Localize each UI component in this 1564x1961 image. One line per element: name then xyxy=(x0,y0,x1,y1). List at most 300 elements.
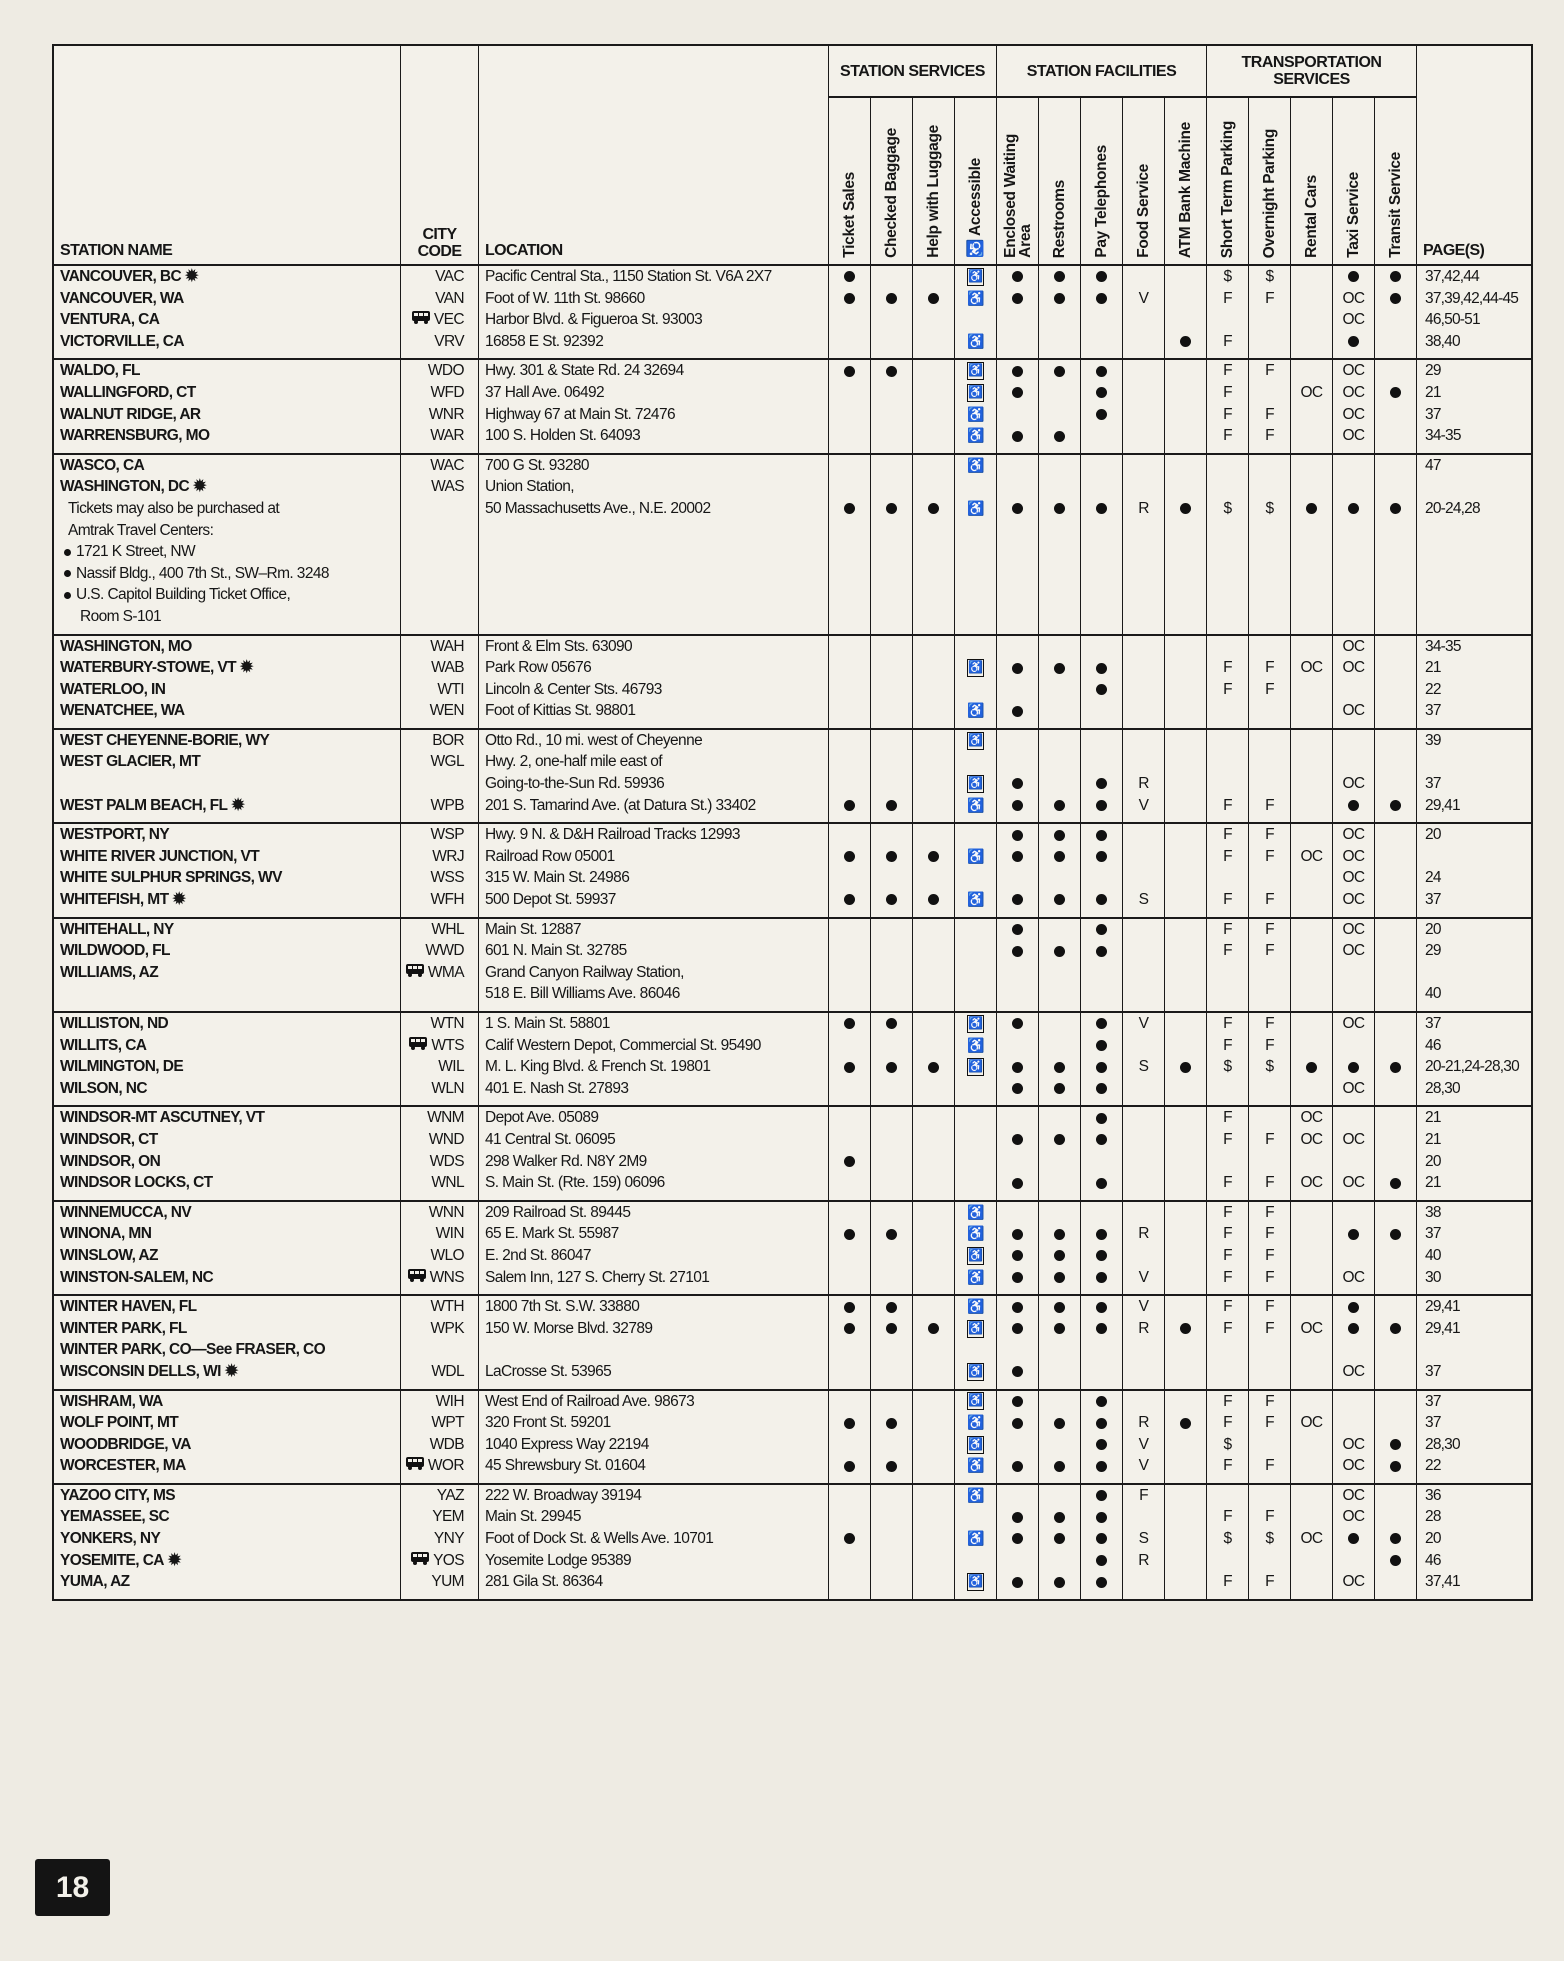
table-row xyxy=(54,986,1531,1008)
header-column-label: Transit Service xyxy=(1387,152,1404,258)
service-cell: OC xyxy=(1333,700,1375,728)
available-dot-icon xyxy=(844,1018,855,1029)
service-cell: R xyxy=(1123,498,1165,526)
service-cell: F xyxy=(1249,1013,1291,1041)
available-dot-icon xyxy=(1390,1323,1401,1334)
service-cell xyxy=(1123,1361,1165,1389)
page-reference: 20 xyxy=(1425,1530,1441,1548)
service-cell xyxy=(1375,1172,1417,1200)
available-dot-icon xyxy=(1054,663,1065,674)
station-location: 100 S. Holden St. 64093 xyxy=(479,425,829,453)
header-column xyxy=(1333,98,1375,264)
station-location: Harbor Blvd. & Figueroa St. 93003 xyxy=(479,309,829,337)
available-dot-icon xyxy=(844,1302,855,1313)
available-dot-icon xyxy=(928,894,939,905)
service-cell: F xyxy=(1207,288,1249,316)
service-cell xyxy=(1039,795,1081,823)
available-dot-icon xyxy=(1180,1062,1191,1073)
city-code-text: WAS xyxy=(431,478,464,496)
service-cell xyxy=(1291,1455,1333,1483)
station-location: 50 Massachusetts Ave., N.E. 20002 xyxy=(479,498,829,526)
service-cell: F xyxy=(1207,657,1249,685)
header-column xyxy=(955,98,997,264)
station-location: Park Row 05676 xyxy=(479,657,829,685)
available-dot-icon xyxy=(1054,1533,1065,1544)
page-reference: 37,39,42,44-45 xyxy=(1425,289,1519,307)
station-location: 700 G St. 93280 xyxy=(479,455,829,483)
header-column xyxy=(913,98,955,264)
service-cell: F xyxy=(1207,1267,1249,1295)
available-dot-icon xyxy=(1390,1229,1401,1240)
available-dot-icon xyxy=(1096,1577,1107,1588)
station-location: LaCrosse St. 53965 xyxy=(479,1361,829,1389)
service-cell: OC xyxy=(1333,288,1375,316)
station-group xyxy=(54,1485,1531,1599)
available-dot-icon xyxy=(1054,1062,1065,1073)
service-cell: F xyxy=(1207,1107,1249,1135)
service-cell: F xyxy=(1249,360,1291,388)
service-cell: F xyxy=(1207,1455,1249,1483)
service-cell xyxy=(997,1078,1039,1106)
service-cell xyxy=(1039,1172,1081,1200)
available-dot-icon xyxy=(1096,1134,1107,1145)
table-row xyxy=(54,892,1531,914)
available-dot-icon xyxy=(1096,1062,1107,1073)
service-cell xyxy=(1123,1172,1165,1200)
service-cell: F xyxy=(1207,1013,1249,1041)
accessible-icon: ♿ xyxy=(967,891,984,908)
available-dot-icon xyxy=(1054,1250,1065,1261)
service-cell xyxy=(1081,331,1123,359)
available-dot-icon xyxy=(1096,1272,1107,1283)
station-name-text: WINNEMUCCA, NV xyxy=(60,1203,192,1221)
service-cell xyxy=(829,1267,871,1295)
service-cell xyxy=(1291,1361,1333,1389)
service-cell xyxy=(1291,1078,1333,1106)
station-name-text: WATERBURY-STOWE, VT xyxy=(60,659,237,677)
service-cell xyxy=(913,425,955,453)
header-column-label: Short Term Parking xyxy=(1219,120,1236,258)
header-column-label: Overnight Parking xyxy=(1261,128,1278,258)
service-cell: F xyxy=(1207,1296,1249,1324)
service-cell: OC xyxy=(1291,382,1333,410)
available-dot-icon xyxy=(844,1418,855,1429)
station-name-text: WINTER PARK, CO—See FRASER, CO xyxy=(60,1341,326,1359)
service-cell: OC xyxy=(1291,1129,1333,1157)
service-cell xyxy=(1207,606,1249,634)
station-location: Main St. 12887 xyxy=(479,919,829,947)
service-cell: OC xyxy=(1333,1267,1375,1295)
available-dot-icon xyxy=(1096,946,1107,957)
header-column xyxy=(871,98,913,264)
station-name-text: WOODBRIDGE, VA xyxy=(60,1435,191,1453)
service-cell: $ xyxy=(1207,1528,1249,1556)
service-cell xyxy=(1039,606,1081,634)
city-code-text: WOR xyxy=(427,1457,464,1475)
available-dot-icon xyxy=(1054,1418,1065,1429)
service-cell: F xyxy=(1249,940,1291,968)
thruway-bus-icon xyxy=(405,962,425,984)
service-cell xyxy=(1081,1172,1123,1200)
station-name-text: WEST GLACIER, MT xyxy=(60,753,201,771)
page-reference: 46 xyxy=(1425,1036,1441,1054)
city-code-text: YUM xyxy=(431,1573,464,1591)
service-cell xyxy=(871,1078,913,1106)
page-reference: 38 xyxy=(1425,1203,1441,1221)
available-dot-icon xyxy=(1096,1533,1107,1544)
station-location: Grand Canyon Railway Station, xyxy=(479,962,829,990)
available-dot-icon xyxy=(1054,431,1065,442)
page-reference: 47 xyxy=(1425,456,1441,474)
service-cell xyxy=(1123,1078,1165,1106)
station-name-text: WILLISTON, ND xyxy=(60,1015,169,1032)
service-cell: OC xyxy=(1333,846,1375,874)
service-cell xyxy=(829,983,871,1011)
available-dot-icon xyxy=(1348,271,1359,282)
city-code-text: WEN xyxy=(429,702,464,720)
fully-accessible-icon: ♿ xyxy=(967,268,984,286)
service-cell xyxy=(997,1455,1039,1483)
city-code-text: WGL xyxy=(430,753,464,771)
available-dot-icon xyxy=(886,1461,897,1472)
available-dot-icon xyxy=(1096,800,1107,811)
service-cell: F xyxy=(1207,940,1249,968)
available-dot-icon xyxy=(844,894,855,905)
available-dot-icon xyxy=(1012,830,1023,841)
page-reference: 36 xyxy=(1425,1486,1441,1504)
table-row xyxy=(54,798,1531,820)
page-reference: 20 xyxy=(1425,1152,1441,1170)
station-location: Foot of Dock St. & Wells Ave. 10701 xyxy=(479,1528,829,1556)
service-cell xyxy=(997,889,1039,917)
station-location: Foot of Kittias St. 98801 xyxy=(479,700,829,728)
service-cell: $ xyxy=(1249,1056,1291,1084)
station-group xyxy=(54,455,1531,636)
service-cell xyxy=(913,1361,955,1389)
station-name-text: WHITE SULPHUR SPRINGS, WV xyxy=(60,869,282,887)
page-reference: 22 xyxy=(1425,1457,1441,1475)
city-code-text: VAN xyxy=(435,289,464,307)
station-location: Depot Ave. 05089 xyxy=(479,1107,829,1135)
accessible-icon: ♿ xyxy=(967,702,984,719)
station-name-text: WISCONSIN DELLS, WI xyxy=(60,1362,221,1380)
service-cell: OC xyxy=(1291,1107,1333,1135)
service-cell: OC xyxy=(1333,1455,1375,1483)
service-cell: R xyxy=(1123,1550,1165,1578)
fully-accessible-icon: ♿ xyxy=(967,1436,984,1454)
available-dot-icon xyxy=(928,1323,939,1334)
station-name-text: WINTER PARK, FL xyxy=(60,1319,187,1337)
available-dot-icon xyxy=(1180,336,1191,347)
station-name-text: WHITEHALL, NY xyxy=(60,920,174,938)
station-location: 401 E. Nash St. 27893 xyxy=(479,1078,829,1106)
page-reference: 37,42,44 xyxy=(1425,268,1479,285)
service-cell: OC xyxy=(1333,1361,1375,1389)
city-code-text: WAC xyxy=(430,456,464,474)
city-code xyxy=(401,606,479,634)
available-dot-icon xyxy=(1096,778,1107,789)
accessible-icon: ♿ xyxy=(967,456,984,473)
available-dot-icon xyxy=(1012,1461,1023,1472)
service-cell: F xyxy=(1249,1412,1291,1440)
station-name-text: VANCOUVER, WA xyxy=(60,289,184,307)
header-column-label: ATM Bank Machine xyxy=(1177,121,1194,258)
service-cell: OC xyxy=(1333,425,1375,453)
service-cell: F xyxy=(1249,1571,1291,1599)
station-location: 298 Walker Rd. N8Y 2M9 xyxy=(479,1151,829,1179)
available-dot-icon xyxy=(1054,1302,1065,1313)
station-group xyxy=(54,824,1531,918)
city-code-text: WDL xyxy=(431,1362,464,1380)
available-dot-icon xyxy=(844,1229,855,1240)
service-cell xyxy=(871,889,913,917)
available-dot-icon xyxy=(1054,800,1065,811)
page-reference: 29,41 xyxy=(1425,1298,1460,1316)
city-code-text: WSP xyxy=(430,826,464,844)
station-name-text: WENATCHEE, WA xyxy=(60,702,185,720)
available-dot-icon xyxy=(886,1229,897,1240)
available-dot-icon xyxy=(844,1062,855,1073)
station-name-text: WINONA, MN xyxy=(60,1225,152,1243)
available-dot-icon xyxy=(1012,387,1023,398)
service-cell xyxy=(1081,1455,1123,1483)
station-name-text: YOSEMITE, CA xyxy=(60,1551,164,1569)
station-location: Yosemite Lodge 95389 xyxy=(479,1550,829,1578)
service-cell xyxy=(871,425,913,453)
station-group xyxy=(54,919,1531,1013)
station-name xyxy=(54,1078,401,1106)
station-name-text: WARRENSBURG, MO xyxy=(60,427,210,445)
service-cell xyxy=(955,795,997,823)
service-cell xyxy=(1375,1571,1417,1599)
available-dot-icon xyxy=(1096,409,1107,420)
station-group xyxy=(54,266,1531,360)
city-code-text: WIN xyxy=(435,1225,464,1243)
page-reference: 34-35 xyxy=(1425,637,1461,655)
available-dot-icon xyxy=(1012,1512,1023,1523)
station-location: Foot of W. 11th St. 98660 xyxy=(479,288,829,316)
service-cell: OC xyxy=(1291,846,1333,874)
header-column-label: ♿ Accessible xyxy=(967,157,984,258)
available-dot-icon xyxy=(928,851,939,862)
accessible-icon: ♿ xyxy=(967,1486,984,1503)
service-cell xyxy=(1291,700,1333,728)
service-cell: V xyxy=(1123,1434,1165,1462)
service-cell: F xyxy=(1249,824,1291,852)
service-cell xyxy=(829,425,871,453)
city-code xyxy=(401,1172,479,1200)
page-reference: 21 xyxy=(1425,1109,1441,1127)
service-cell: F xyxy=(1207,1506,1249,1534)
accessible-icon: ♿ xyxy=(967,1203,984,1220)
service-cell xyxy=(1123,1571,1165,1599)
available-dot-icon xyxy=(1096,387,1107,398)
service-cell: F xyxy=(1249,795,1291,823)
service-cell xyxy=(997,331,1039,359)
accessible-icon: ♿ xyxy=(967,289,984,306)
station-location: 150 W. Morse Blvd. 32789 xyxy=(479,1318,829,1346)
service-cell: F xyxy=(1207,360,1249,388)
service-cell xyxy=(913,331,955,359)
service-cell: F xyxy=(1207,1245,1249,1273)
station-name-text: WINSLOW, AZ xyxy=(60,1246,158,1264)
header-station-name: STATION NAME xyxy=(54,46,401,264)
available-dot-icon xyxy=(1054,894,1065,905)
available-dot-icon xyxy=(1096,1113,1107,1124)
hub-station-star-icon: ✹ xyxy=(172,891,186,909)
group-station-facilities: STATION FACILITIES xyxy=(997,46,1207,98)
station-location: E. 2nd St. 86047 xyxy=(479,1245,829,1273)
service-cell xyxy=(997,1172,1039,1200)
service-cell xyxy=(1165,1267,1207,1295)
service-cell: OC xyxy=(1333,1013,1375,1041)
available-dot-icon xyxy=(1390,293,1401,304)
table-row xyxy=(54,609,1531,631)
city-code xyxy=(401,1267,479,1295)
service-cell: F xyxy=(1207,1035,1249,1063)
service-cell xyxy=(1165,983,1207,1011)
available-dot-icon xyxy=(886,293,897,304)
station-group xyxy=(54,1296,1531,1390)
station-name-text: WINTER HAVEN, FL xyxy=(60,1298,197,1316)
service-cell: V xyxy=(1123,1267,1165,1295)
city-code-text: WIL xyxy=(438,1058,464,1076)
thruway-bus-icon xyxy=(407,1267,427,1289)
service-cell: OC xyxy=(1333,773,1375,801)
service-cell xyxy=(1375,1361,1417,1389)
available-dot-icon xyxy=(886,503,897,514)
available-dot-icon xyxy=(1054,1134,1065,1145)
page-reference: 21 xyxy=(1425,1174,1441,1192)
header-column-label: Checked Baggage xyxy=(883,128,900,258)
service-cell xyxy=(913,889,955,917)
station-note xyxy=(54,606,401,634)
service-cell: F xyxy=(1249,1455,1291,1483)
city-code-text: WNL xyxy=(431,1174,464,1192)
available-dot-icon xyxy=(1054,1083,1065,1094)
available-dot-icon xyxy=(1012,1134,1023,1145)
group-station-services: STATION SERVICES xyxy=(829,46,997,98)
city-code xyxy=(401,1571,479,1599)
city-code-text: WPB xyxy=(430,796,464,814)
available-dot-icon xyxy=(1096,1418,1107,1429)
available-dot-icon xyxy=(1012,1577,1023,1588)
station-name-text: WALLINGFORD, CT xyxy=(60,383,196,401)
station-location: 1040 Express Way 22194 xyxy=(479,1434,829,1462)
station-name-text: YONKERS, NY xyxy=(60,1530,161,1548)
header-column-label: Help with Luggage xyxy=(925,125,942,258)
service-cell xyxy=(1375,606,1417,634)
station-name-text: WINSTON-SALEM, NC xyxy=(60,1268,214,1286)
service-cell: $ xyxy=(1249,1528,1291,1556)
available-dot-icon xyxy=(844,1461,855,1472)
available-dot-icon xyxy=(1096,924,1107,935)
available-dot-icon xyxy=(1348,1229,1359,1240)
station-name-text: WALNUT RIDGE, AR xyxy=(60,405,201,423)
service-cell xyxy=(1249,983,1291,1011)
service-cell: F xyxy=(1249,1506,1291,1534)
city-code-text: WNN xyxy=(428,1203,464,1221)
service-cell xyxy=(913,795,955,823)
service-cell xyxy=(1081,1571,1123,1599)
city-code-text: WTS xyxy=(431,1036,464,1054)
service-cell: F xyxy=(1249,404,1291,432)
header-column xyxy=(997,98,1039,264)
service-cell: OC xyxy=(1333,309,1375,337)
page-reference: 28,30 xyxy=(1425,1079,1460,1097)
fully-accessible-icon: ♿ xyxy=(967,1058,984,1076)
service-cell xyxy=(871,1267,913,1295)
city-code-text: WLN xyxy=(431,1079,464,1097)
service-cell: F xyxy=(1249,1223,1291,1251)
available-dot-icon xyxy=(1096,894,1107,905)
station-location: 37 Hall Ave. 06492 xyxy=(479,382,829,410)
header-column-label: Food Service xyxy=(1135,164,1152,258)
page-reference: 20 xyxy=(1425,826,1441,844)
hub-station-star-icon: ✹ xyxy=(193,478,206,496)
available-dot-icon xyxy=(1054,271,1065,282)
available-dot-icon xyxy=(928,1062,939,1073)
service-cell xyxy=(871,1172,913,1200)
available-dot-icon xyxy=(1390,503,1401,514)
page-reference: 37 xyxy=(1425,1015,1441,1032)
service-cell: V xyxy=(1123,1455,1165,1483)
service-cell xyxy=(1165,889,1207,917)
page-reference: 46 xyxy=(1425,1551,1441,1569)
station-group xyxy=(54,1202,1531,1296)
available-dot-icon xyxy=(1348,800,1359,811)
station-services-table xyxy=(52,44,1533,1601)
available-dot-icon xyxy=(1054,366,1065,377)
service-cell xyxy=(829,1455,871,1483)
station-name-text: WINDSOR, CT xyxy=(60,1130,158,1148)
station-location: 65 E. Mark St. 55987 xyxy=(479,1223,829,1251)
service-cell xyxy=(1375,795,1417,823)
service-cell: OC xyxy=(1333,360,1375,388)
available-dot-icon xyxy=(1096,684,1107,695)
service-cell xyxy=(1123,606,1165,634)
hub-station-star-icon: ✹ xyxy=(167,1551,181,1569)
header-column xyxy=(1081,98,1123,264)
available-dot-icon xyxy=(1012,503,1023,514)
available-dot-icon xyxy=(1012,1272,1023,1283)
city-code-text: WRJ xyxy=(432,847,464,865)
hub-station-star-icon: ✹ xyxy=(224,1362,238,1380)
service-cell xyxy=(913,1571,955,1599)
station-name-text: WINDSOR LOCKS, CT xyxy=(60,1174,213,1192)
header-city-code-label: CITY CODE xyxy=(417,226,462,260)
station-name-text: WASHINGTON, DC xyxy=(60,478,190,496)
page-reference: 37 xyxy=(1425,1414,1441,1432)
service-cell: V xyxy=(1123,1013,1165,1041)
group-transportation-services: TRANSPORTATION SERVICES xyxy=(1207,46,1417,98)
service-cell: OC xyxy=(1333,940,1375,968)
service-cell: R xyxy=(1123,1318,1165,1346)
available-dot-icon xyxy=(1012,1178,1023,1189)
service-cell xyxy=(829,1078,871,1106)
header-column xyxy=(1165,98,1207,264)
available-dot-icon xyxy=(1012,1418,1023,1429)
service-cell xyxy=(997,425,1039,453)
available-dot-icon xyxy=(1054,851,1065,862)
service-cell xyxy=(997,606,1039,634)
available-dot-icon xyxy=(1096,1323,1107,1334)
available-dot-icon xyxy=(1054,1229,1065,1240)
table-row xyxy=(54,1270,1531,1292)
page-reference: 37,41 xyxy=(1425,1573,1460,1591)
station-group xyxy=(54,1107,1531,1201)
available-dot-icon xyxy=(844,851,855,862)
